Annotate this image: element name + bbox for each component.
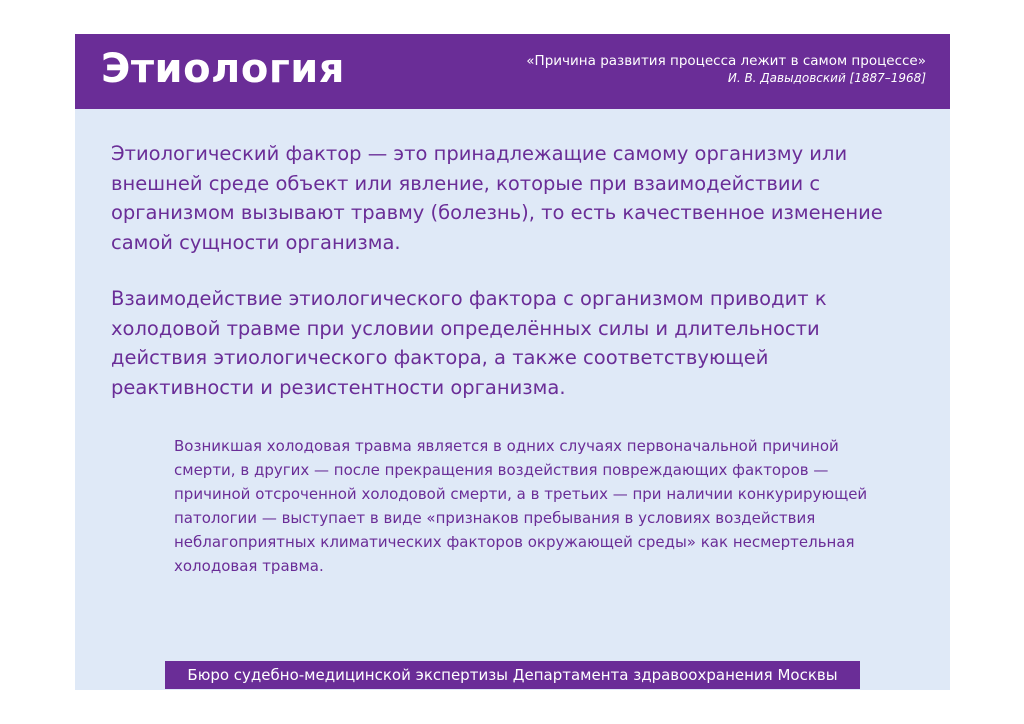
slide [75,34,950,690]
paragraph-definition: Этиологический фактор — это принадлежащие самому организму или внешней среде объект или явление, которые при взаимодействии с организмом вызывают травму (болезнь), то есть качественное изменение самой сущности организма. [111,142,883,254]
paragraph-cold-trauma: Возникшая холодовая травма является в одних случаях первоначальной причиной смерти, в других — после прекращения воздействия повреждающих факторов — причиной отсроченной холодовой смерти, а в третьих — при наличии конкурирующей патологии — выступает в виде «признаков пребывания в условиях воздействия неблагоприятных климатических факторов окружающей среды» как несмертельная холодовая травма. [174,437,868,575]
epigraph-author: И. В. Давыдовский [1887–1968] [727,71,926,85]
footer-bar: Бюро судебно-медицинской экспертизы Департамента здравоохранения Москвы [165,661,860,689]
epigraph-quote: «Причина развития процесса лежит в самом процессе» [526,53,926,69]
slide-header [75,34,950,109]
epigraph [526,52,926,87]
slide-title: Этиология [101,46,345,92]
paragraph-interaction: Взаимодействие этиологического фактора с организмом приводит к холодовой травме при условии определённых силы и длительности действия этиологического фактора, а также соответствующей реактивности и резистентности организма. [111,287,827,399]
